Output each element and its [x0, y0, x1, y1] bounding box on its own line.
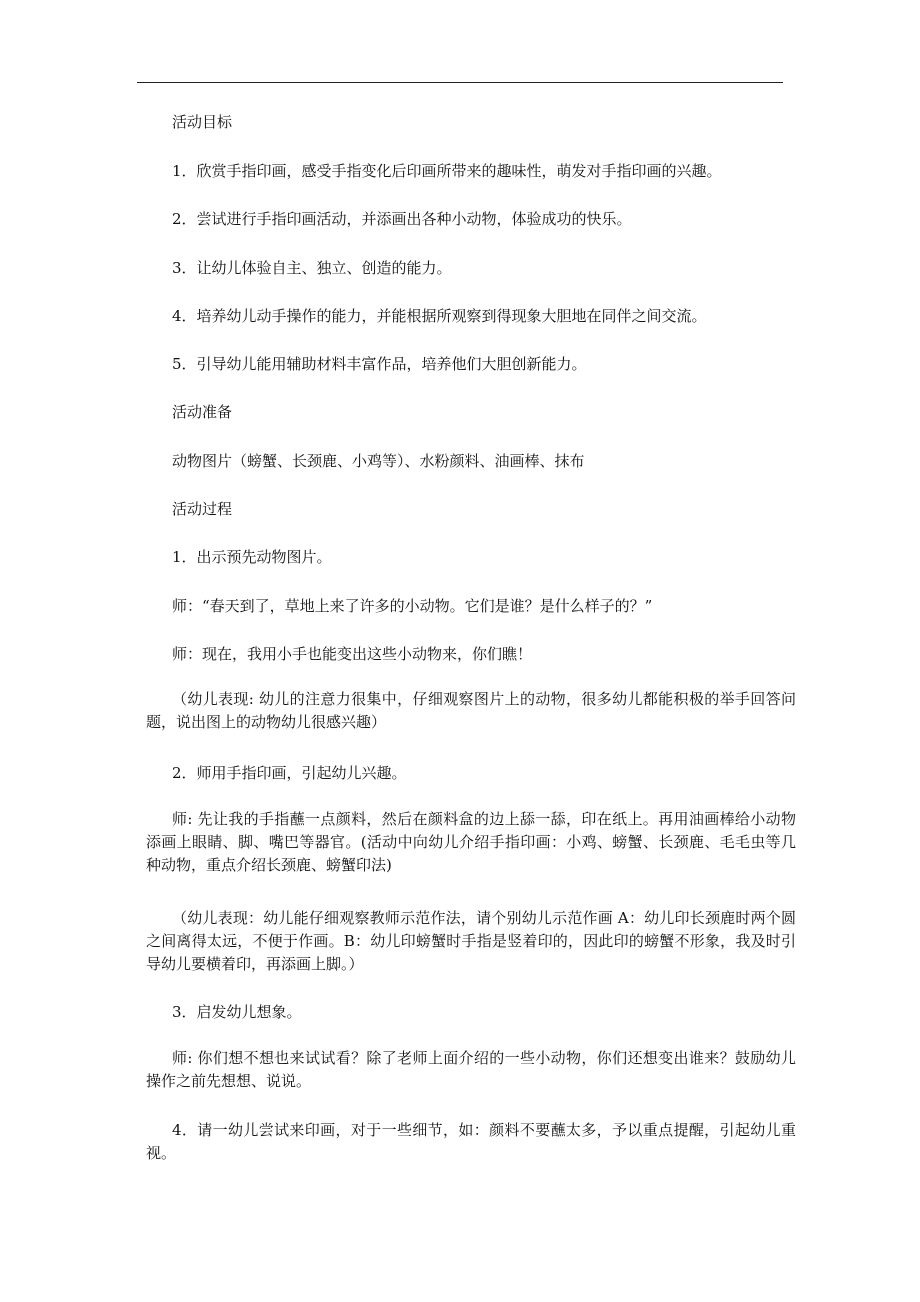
heading-activity-process: 活动过程 [172, 500, 233, 518]
teacher-demonstration-paragraph: 师: 先让我的手指蘸一点颜料，然后在颜料盒的边上舔一舔，印在纸上。再用油画棒给小动物添画上眼睛、脚、嘴巴等器官。(活动中向幼儿介绍手指印画：小鸡、螃蟹、长颈鹿、毛毛虫等几种动物，重点介绍长颈鹿、螃蟹印法) [146, 810, 796, 874]
process-step-2: 2．师用手指印画，引起幼儿兴趣。 [172, 764, 407, 782]
child-performance-note-1: （幼儿表现: 幼儿的注意力很集中，仔细观察图片上的动物，很多幼儿都能积极的举手回答问题，说出图上的动物幼儿很感兴趣） [146, 690, 796, 731]
goal-item-4: 4．培养幼儿动手操作的能力，并能根据所观察到得现象大胆地在同伴之间交流。 [172, 307, 707, 325]
process-step-1: 1．出示预先动物图片。 [172, 548, 332, 566]
header-rule [137, 82, 783, 83]
goal-item-5: 5．引导幼儿能用辅助材料丰富作品，培养他们大胆创新能力。 [172, 355, 587, 373]
heading-activity-preparation: 活动准备 [172, 403, 233, 421]
goal-item-3: 3．让幼儿体验自主、独立、创造的能力。 [172, 259, 452, 277]
goal-item-1: 1．欣赏手指印画，感受手指变化后印画所带来的趣味性，萌发对手指印画的兴趣。 [172, 162, 722, 180]
heading-activity-goals: 活动目标 [172, 113, 233, 131]
process-step-3: 3．启发幼儿想象。 [172, 1003, 302, 1021]
preparation-materials: 动物图片（螃蟹、长颈鹿、小鸡等）、水粉颜料、油画棒、抹布 [172, 452, 585, 470]
teacher-line-1: 师：“春天到了，草地上来了许多的小动物。它们是谁？是什么样子的？” [172, 597, 653, 615]
process-step-4: 4．请一幼儿尝试来印画，对于一些细节，如：颜料不要蘸太多，予以重点提醒，引起幼儿重视。 [146, 1121, 796, 1162]
child-performance-note-2: （幼儿表现：幼儿能仔细观察教师示范作法，请个别幼儿示范作画 A：幼儿印长颈鹿时两个圆之间离得太远，不便于作画。B：幼儿印螃蟹时手指是竖着印的，因此印的螃蟹不形象，我及时引导幼儿要横着印，再添画上脚。） [146, 909, 796, 973]
goal-item-2: 2．尝试进行手指印画活动，并添画出各种小动物，体验成功的快乐。 [172, 210, 632, 228]
teacher-question-paragraph: 师: 你们想不想也来试试看？除了老师上面介绍的一些小动物，你们还想变出谁来？鼓励幼儿操作之前先想想、说说。 [146, 1049, 796, 1090]
teacher-line-2: 师：现在，我用小手也能变出这些小动物来，你们瞧！ [172, 645, 533, 663]
